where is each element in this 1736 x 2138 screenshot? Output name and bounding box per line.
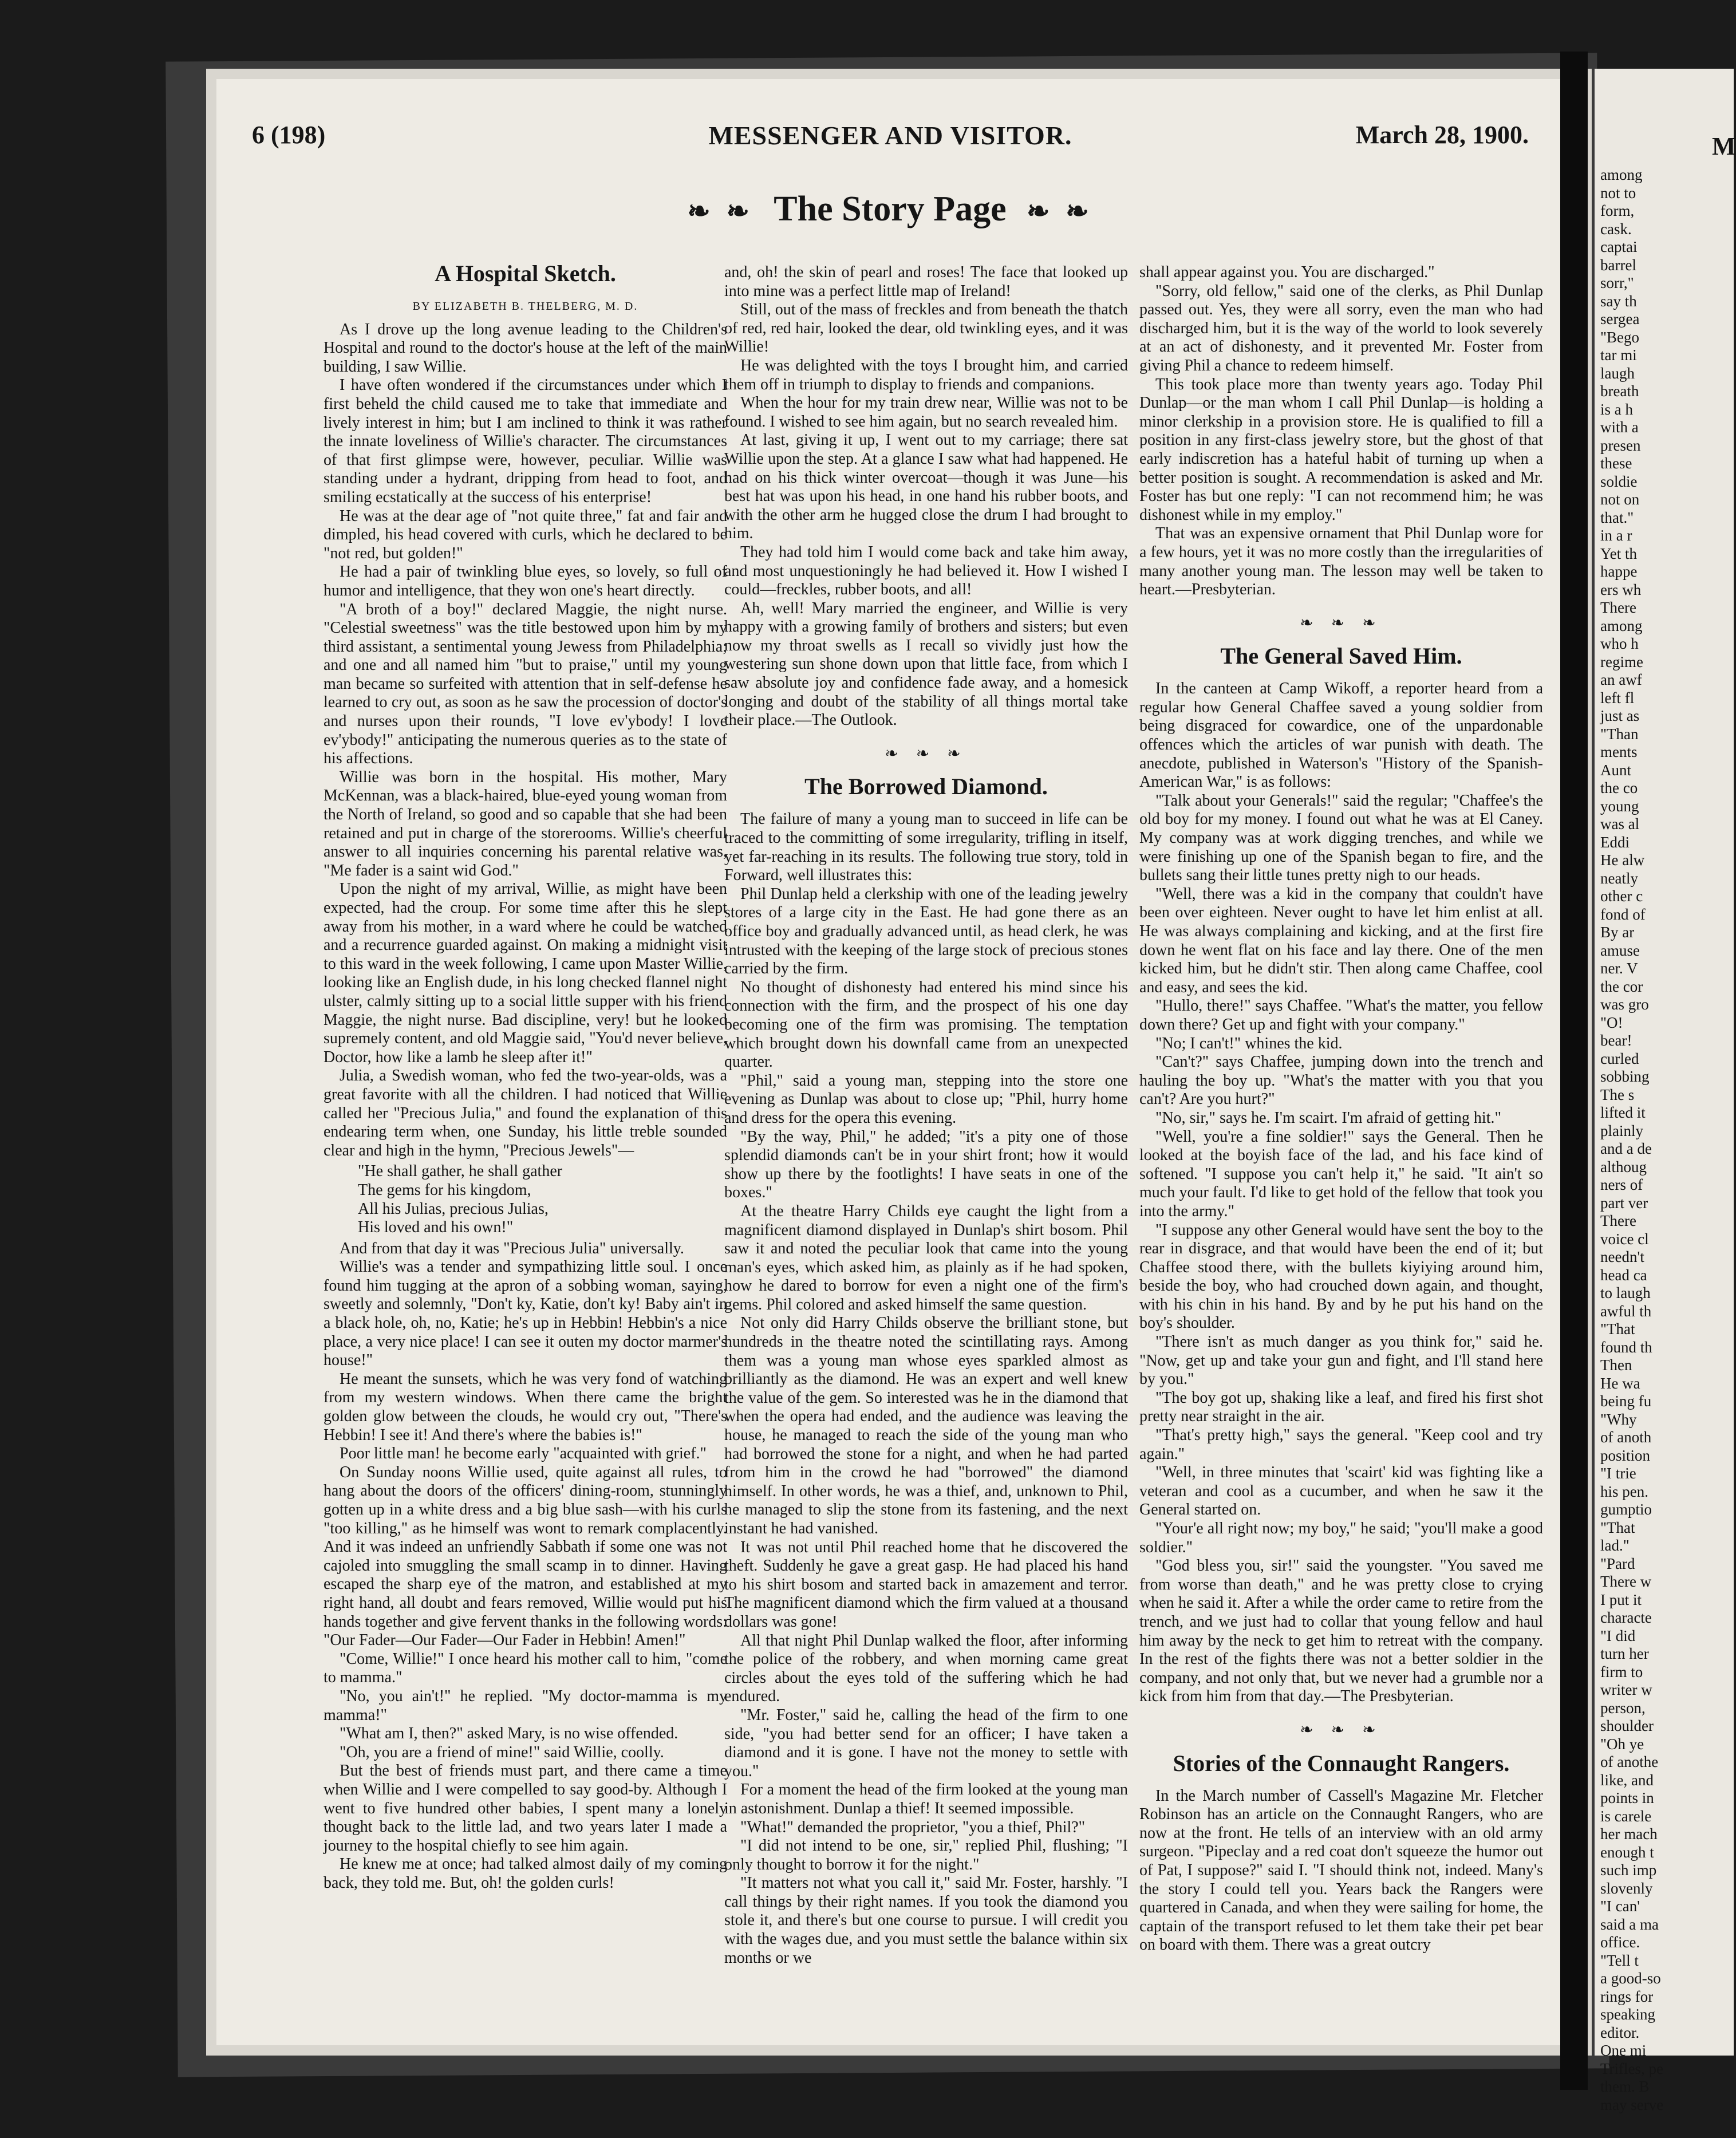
- adjacent-page-line: with a: [1600, 419, 1639, 436]
- adjacent-page-line: the cor: [1600, 977, 1643, 995]
- adjacent-page-line: the co: [1600, 779, 1638, 796]
- column-2: [724, 263, 1128, 1967]
- separator-ornament-icon: ❧ ❧ ❧: [1300, 614, 1383, 632]
- adjacent-page-line: ners of: [1600, 1176, 1643, 1193]
- verse-line: All his Julias, precious Julias,: [358, 1200, 549, 1218]
- adjacent-page-line: presen: [1600, 436, 1641, 454]
- adjacent-page-line: One mi: [1600, 2042, 1647, 2059]
- adjacent-page-line: of anothe: [1600, 1753, 1659, 1770]
- ornament-left-icon: ❧ ❧: [687, 196, 754, 227]
- adjacent-page-line: The s: [1600, 1086, 1635, 1103]
- adjacent-page-line: who h: [1600, 635, 1639, 652]
- adjacent-page-line: lad.": [1600, 1537, 1630, 1554]
- adjacent-page-line: not to: [1600, 184, 1636, 202]
- paragraph: They had told him I would come back and take him away, and most unquestioningly he had believed it. How I wished I could—freckles, rubber boots, and all!: [724, 543, 1128, 599]
- adjacent-page-line: form,: [1600, 202, 1635, 219]
- section-title-text: The Story Page: [774, 190, 1007, 228]
- paragraph: Phil Dunlap held a clerkship with one of the leading jewelry stores of a large city in the East. He had gone there as an office boy and gradually advanced until, as head clerk, he was intrusted with the keeping of the large stock of precious stones carried by the firm.: [724, 885, 1128, 978]
- article-body-hospital-sketch-end: [724, 263, 1128, 730]
- paragraph: Still, out of the mass of freckles and from beneath the thatch of red, red hair, looked the dear, old twinkling eyes, and it was Willie!: [724, 301, 1128, 356]
- adjacent-page-line: and a de: [1600, 1140, 1652, 1157]
- paragraph: Upon the night of my arrival, Willie, as might have been expected, had the croup. For some time after this he slept away from his mother, in a ward where he could be watched and a recurrence guarded against. On making a midnight visit to this ward in the week following, I came upon Master Willie, looking like an English dude, in his long checked flannel night ulster, calmly sitting up to a social little supper with his friend Maggie, the night nurse. Bad discipline, very! but he looked supremely content, and old Maggie said, "You'd never believe, Doctor, how like a lamb he sleep after it!": [323, 880, 727, 1066]
- paragraph: "Talk about your Generals!" said the regular; "Chaffee's the old boy for my money. I found out what he was at El Caney. My company was at work digging trenches, and while we were finishing up one of the Spanish began to fire, and the bullets sang their little tunes pretty nigh to our heads.: [1139, 791, 1543, 885]
- adjacent-page-line: characte: [1600, 1609, 1652, 1626]
- adjacent-page-line: office.: [1600, 1934, 1640, 1951]
- paragraph: When the hour for my train drew near, Willie was not to be found. I wished to see him again, but no search revealed him.: [724, 394, 1128, 431]
- adjacent-page-line: lifted it: [1600, 1104, 1646, 1121]
- adjacent-page-line: his pen.: [1600, 1482, 1648, 1500]
- adjacent-page-line: to laugh: [1600, 1284, 1651, 1301]
- article-body-borrowed-diamond: [724, 810, 1128, 1967]
- paragraph: shall appear against you. You are discharged.": [1139, 263, 1435, 281]
- adjacent-page-line: voice cl: [1600, 1230, 1649, 1248]
- adjacent-page-line: left fl: [1600, 689, 1635, 707]
- adjacent-page-line: "That: [1600, 1518, 1635, 1536]
- paragraph: "There isn't as much danger as you think for," said he. "Now, get up and take your gun and fight, and I'll stand here by you.": [1139, 1333, 1543, 1388]
- paragraph: It was not until Phil reached home that he discovered the theft. Suddenly he gave a great gasp. He had placed his hand to his shirt bosom and started back in amazement and terror. The magnificent diamond which the firm valued at a thousand dollars was gone!: [724, 1538, 1128, 1631]
- verse-line: The gems for his kingdom,: [358, 1181, 531, 1199]
- paragraph: No thought of dishonesty had entered his mind since his connection with the firm, and the prospect of his one day becoming one of the firm was promising. The temptation which brought down his downfall came from an unexpected quarter.: [724, 978, 1128, 1071]
- paragraph: In the March number of Cassell's Magazine Mr. Fletcher Robinson has an article on the Connaught Rangers, who are now at the front. He tells of an interview with an old army surgeon. "Pipeclay and a red coat don't squeeze the humor out of Pat, I suppose?" said I. "I should think not, indeed. Many's the story I could tell you. Years back the Rangers were quartered in Canada, and when they were sailing for home, the captain of the transport refused to let them take their pet bear on board with them. There was a great outcry: [1139, 1786, 1543, 1954]
- paragraph: "No; I can't!" whines the kid.: [1155, 1034, 1343, 1052]
- adjacent-page-line: writer w: [1600, 1681, 1652, 1698]
- paragraph: "Your'e all right now; my boy," he said; "you'll make a good soldier.": [1139, 1520, 1543, 1556]
- paragraph: "That's pretty high," says the general. "Keep cool and try again.": [1139, 1426, 1543, 1463]
- masthead: MESSENGER AND VISITOR.: [708, 121, 1072, 150]
- adjacent-page-line: curled: [1600, 1050, 1639, 1067]
- adjacent-page-line: shoulder: [1600, 1717, 1654, 1734]
- paragraph: "God bless you, sir!" said the youngster. "You saved me from worse than death," and he was pretty close to crying when he said it. After a while the order came to retire from the trench, and we just had to collar that young fellow and haul him away by the neck to get him to retreat with the company. In the rest of the fights there was not a better soldier in the company, and not only that, but we never had a grumble nor a kick from him from that day.—The Presbyterian.: [1139, 1557, 1543, 1706]
- adjacent-page-line: rings for: [1600, 1987, 1654, 2005]
- paragraph: "I did not intend to be one, sir," replied Phil, flushing; "I only thought to borrow it for the night.": [724, 1837, 1128, 1873]
- paragraph: On Sunday noons Willie used, quite against all rules, to hang about the doors of the officers' dining-room, stunningly gotten up in a white dress and a big blue sash—with his curls "too killing," as he himself was wont to remark complacently. And it was indeed an unfriendly Sabbath if some one was not cajoled into smuggling the small scamp in to dinner. Having escaped the sharp eye of the matron, and established at my right hand, all doubt and fears removed, Willie would put his hands together and give fervent thanks in the following words: "Our Fader—Our Fader—Our Fader in Hebbin! Amen!": [323, 1463, 727, 1650]
- article-body-hospital-sketch-cont: [323, 1240, 727, 1893]
- adjacent-page-line: among: [1600, 617, 1643, 634]
- paragraph: I have often wondered if the circumstances under which I first beheld the child caused me to take that immediate and lively interest in him; but I am inclined to think it was rather the innate loveliness of Willie's character. The circumstances of that first glimpse were, however, peculiar. Willie was standing under a hydrant, dripping from head to foot, and smiling ecstatically at the success of his enterprise!: [323, 376, 727, 506]
- adjacent-page-line: gumptio: [1600, 1501, 1652, 1518]
- adjacent-page-line: There: [1600, 599, 1636, 616]
- article-title-connaught-rangers: Stories of the Connaught Rangers.: [1173, 1750, 1510, 1776]
- paragraph: This took place more than twenty years ago. Today Phil Dunlap—or the man whom I call Phil Dunlap—is holding a minor clerkship in a provision store. He is qualified to fill a position in any first-class jewelry store, but the ghost of that early indiscretion has a hateful habit of turning up when a better position is sought. A recommendation is asked and Mr. Foster has but one reply: "I can not recommend him; he was dishonest while in my employ.": [1139, 375, 1543, 524]
- adjacent-page-line: He wa: [1600, 1374, 1640, 1392]
- adjacent-page-line: person,: [1600, 1699, 1646, 1717]
- paragraph: Ah, well! Mary married the engineer, and Willie is very happy with a growing family of brothers and sisters; but even now my throat swells as I recall so vividly just how the westering sun shone down upon that little face, from which I saw absolute joy and confidence fade away, and a homesick longing and doubt of the stability of all things mortal take their place.—The Outlook.: [724, 599, 1128, 729]
- hymn-verse: [358, 1162, 727, 1237]
- adjacent-page-line: tar mi: [1600, 346, 1637, 364]
- adjacent-page-line: speaking: [1600, 2006, 1655, 2023]
- paragraph: The failure of many a young man to succeed in life can be traced to the committing of some irregularity, trifling in itself, yet far-reaching in its results. The following true story, told in Forward, well illustrates this:: [724, 810, 1128, 885]
- adjacent-page-line: ments: [1600, 743, 1638, 760]
- adjacent-page-line: just as: [1600, 707, 1640, 724]
- adjacent-page-line: "I can': [1600, 1898, 1640, 1915]
- page-header: [252, 120, 1529, 160]
- adjacent-page-line: breath: [1600, 382, 1639, 400]
- paragraph: "No, sir," says he. I'm scairt. I'm afraid of getting hit.": [1155, 1109, 1501, 1127]
- adjacent-page-line: needn't: [1600, 1248, 1644, 1265]
- adjacent-page-line: her mach: [1600, 1825, 1658, 1843]
- paragraph: But the best of friends must part, and there came a time when Willie and I were compelled to say good-by. Although I went to five hundred other babies, I spent many a lonely thought back to the little lad, and two years later I made a journey to the hospital chiefly to see him again.: [323, 1762, 727, 1855]
- adjacent-page-line: them. B: [1600, 2078, 1650, 2095]
- adjacent-page-line: a good-so: [1600, 1970, 1661, 1987]
- adjacent-page-line: was al: [1600, 815, 1640, 833]
- column-3: [1139, 263, 1543, 1955]
- adjacent-page-line: "Tell t: [1600, 1951, 1639, 1969]
- paragraph: "Sorry, old fellow," said one of the clerks, as Phil Dunlap passed out. Yes, they were all sorry, even the man who had discharged him, but it is the way of the world to look severely at an act of dishonesty, and it prevented Mr. Foster from giving Phil a chance to redeem himself.: [1139, 282, 1543, 374]
- adjacent-page-column: [1600, 166, 1734, 2114]
- article-title-hospital-sketch: A Hospital Sketch.: [435, 261, 616, 286]
- paragraph: and, oh! the skin of pearl and roses! The face that looked up into mine was a perfect little map of Ireland!: [724, 263, 1128, 300]
- paragraph: In the canteen at Camp Wikoff, a reporter heard from a regular how General Chaffee saved a young soldier from being disgraced for cowardice, one of the unpardonable offences which the articles of war punish with death. The anecdote, published in Waterson's "History of the Spanish-American War," is as follows:: [1139, 680, 1543, 791]
- paragraph: That was an expensive ornament that Phil Dunlap wore for a few hours, yet it was no more costly than the irregularities of many another young man. The lesson may well be taken to heart.—Presbyterian.: [1139, 524, 1543, 599]
- adjacent-page-line: happe: [1600, 563, 1638, 580]
- paragraph: "I suppose any other General would have sent the boy to the rear in disgrace, and that would have been the end of it; but Chaffee stood there, with the bullets kiyiying around him, beside the boy, who had crouched down again, and thought, with his chin in his hand. By and by he put his hand on the boy's shoulder.: [1139, 1221, 1543, 1332]
- paragraph: "No, you ain't!" he replied. "My doctor-mamma is my mamma!": [323, 1687, 727, 1724]
- paragraph: "Well, you're a fine soldier!" says the General. Then he looked at the boyish face of the lad, and his face kind of softened. "I suppose you can't help it," he said. "It ain't so much your fault. I'd like to get hold of the fellow that took you into the army.": [1139, 1127, 1543, 1220]
- paragraph: "The boy got up, shaking like a leaf, and fired his first shot pretty near straight in the air.: [1139, 1388, 1543, 1426]
- paragraph: Not only did Harry Childs observe the brilliant stone, but hundreds in the theatre noted the scintillating rays. Among them was a young man whose eyes sparkled almost as brilliantly as the diamond. He was an expert and well knew the value of the gem. So interested was he in the diamond that when the opera had ended, and the audience was leaving the house, he managed to reach the side of the young man who had borrowed the stone for a night, and when he had parted from him in the crowd he had "borrowed" the diamond himself. In other words, he was a thief, and, unknown to Phil, he managed to slip the stone from its fastening, and the next instant he had vanished.: [724, 1314, 1128, 1537]
- paragraph: At last, giving it up, I went out to my carriage; there sat Willie upon the step. At a glance I saw what had happened. He had on his thick winter overcoat—though it was June—his best hat was upon his head, in one hand his rubber boots, and with the other arm he hugged close the drum I had brought to him.: [724, 431, 1128, 543]
- paragraph: "What am I, then?" asked Mary, is no wise offended.: [340, 1725, 678, 1743]
- article-body-hospital-sketch: [323, 321, 727, 1161]
- adjacent-page-line: soldie: [1600, 472, 1638, 490]
- ornament-right-icon: ❧ ❧: [1027, 196, 1094, 227]
- paragraph: For a moment the head of the firm looked at the young man in astonishment. Dunlap a thief! It seemed impossible.: [724, 1781, 1128, 1817]
- adjacent-page-line: "Than: [1600, 725, 1639, 743]
- adjacent-page-line: "Bego: [1600, 328, 1640, 346]
- paragraph: "Come, Willie!" I once heard his mother call to him, "come to mamma.": [323, 1650, 727, 1687]
- adjacent-page-line: plainly: [1600, 1122, 1643, 1139]
- adjacent-page-line: He alw: [1600, 851, 1645, 869]
- article-body-connaught-rangers: [1139, 1787, 1543, 1955]
- adjacent-page-line: "O!: [1600, 1013, 1623, 1031]
- paragraph: He knew me at once; had talked almost daily of my coming back, they told me. But, oh! the golden curls!: [323, 1855, 727, 1892]
- adjacent-page-line: neatly: [1600, 869, 1638, 887]
- adjacent-page-line: among: [1600, 166, 1643, 183]
- adjacent-page-line: may serve: [1600, 2096, 1664, 2113]
- adjacent-page-line: like, and: [1600, 1771, 1654, 1789]
- paragraph: He had a pair of twinkling blue eyes, so lovely, so full of humor and intelligence, that they won one's heart directly.: [323, 563, 727, 599]
- adjacent-page-line: "Pard: [1600, 1555, 1635, 1572]
- adjacent-page-line: fond of: [1600, 905, 1646, 923]
- adjacent-page-line: these: [1600, 455, 1632, 472]
- adjacent-page-line: part ver: [1600, 1194, 1648, 1212]
- adjacent-page-line: enough t: [1600, 1843, 1654, 1861]
- article-title-borrowed-diamond: The Borrowed Diamond.: [804, 774, 1048, 800]
- adjacent-page-line: head ca: [1600, 1266, 1647, 1284]
- adjacent-page-line: sobbing: [1600, 1068, 1650, 1085]
- paragraph: "It matters not what you call it," said Mr. Foster, harshly. "I call things by their right names. If you took the diamond you stole it, and there's but one course to pursue. I will credit you with the wages due, and you must settle the balance within six months or we: [724, 1874, 1128, 1967]
- paragraph: All that night Phil Dunlap walked the floor, after informing the police of the robbery, and when morning came great circles about the eyes told of the suffering which he had endured.: [724, 1631, 1128, 1706]
- adjacent-page-line: is carele: [1600, 1807, 1652, 1825]
- verse-line: "He shall gather, he shall gather: [358, 1162, 563, 1181]
- adjacent-page-line: is a h: [1600, 400, 1633, 418]
- verse-line: His loved and his own!": [358, 1218, 514, 1237]
- section-title: [252, 189, 1529, 230]
- page-binding-gutter: [1560, 52, 1588, 2090]
- paragraph: And from that day it was "Precious Julia" universally.: [340, 1239, 684, 1257]
- adjacent-page-line: sorr,": [1600, 274, 1634, 291]
- adjacent-page-line: ers wh: [1600, 581, 1642, 598]
- adjacent-page-line: "I trie: [1600, 1465, 1636, 1482]
- paragraph: "Can't?" says Chaffee, jumping down into the trench and hauling the boy up. "What's the matter with you that you can't? Are you hurt?": [1139, 1053, 1543, 1109]
- adjacent-page-line: young: [1600, 797, 1639, 815]
- paragraph: "Hullo, there!" says Chaffee. "What's the matter, you fellow down there? Get up and fight with your company.": [1139, 997, 1543, 1034]
- adjacent-page-line: that.": [1600, 508, 1634, 526]
- paragraph: "By the way, Phil," he added; "it's a pity one of those splendid diamonds can't be in your shirt front; how it would show up there by the footlights! I have seats in one of the boxes.": [724, 1127, 1128, 1202]
- adjacent-page-line: points in: [1600, 1789, 1654, 1806]
- adjacent-page-line: found th: [1600, 1338, 1652, 1356]
- paragraph: He was at the dear age of "not quite three," fat and fair and dimpled, his head covered with curls, which he declared to be "not red, but golden!": [323, 507, 727, 562]
- adjacent-page-line: awful th: [1600, 1302, 1652, 1320]
- adjacent-page-line: laugh: [1600, 364, 1635, 382]
- page-number: 6 (198): [252, 121, 326, 149]
- article-body-general-saved-him: [1139, 680, 1543, 1706]
- article-body-borrowed-diamond-end: [1139, 263, 1543, 599]
- article-title-general-saved-him: The General Saved Him.: [1220, 643, 1462, 669]
- adjacent-page-line: being fu: [1600, 1393, 1652, 1410]
- paragraph: "Well, there was a kid in the company that couldn't have been over eighteen. Never ought to have let him enlist at all. He was always complaining and kicking, and at the first fire down he went flat on his face and lay there. One of the men kicked him, but he didn't stir. Then along came Chaffee, cool and easy, and sees the kid.: [1139, 885, 1543, 996]
- paragraph: "A broth of a boy!" declared Maggie, the night nurse. "Celestial sweetness" was the title bestowed upon him by my third assistant, a sentimental young Jewess from Philadelphia; and one and all named him "but to praise," until my young man became so surfeited with attention that in self-defense he learned to cry out, as soon as he saw the procession of doctor's and nurses upon their rounds, "I love ev'ybody! I love ev'ybody!" anticipating the numerous queries as to the state of his affections.: [323, 600, 727, 768]
- paragraph: He was delighted with the toys I brought him, and carried them off in triumph to display to friends and companions.: [724, 356, 1128, 393]
- paragraph: Willie was born in the hospital. His mother, Mary McKennan, was a black-haired, blue-eyed young woman from the North of Ireland, so good and so capable that she had been retained and put in charge of the storerooms. Willie's cheerful answer to all inquiries concerning his parental relative was, "Me fader is a saint wid God.": [323, 768, 727, 879]
- adjacent-page-line: in a r: [1600, 527, 1632, 544]
- adjacent-page-line: ner. V: [1600, 960, 1638, 977]
- column-1: [323, 261, 727, 1892]
- adjacent-page-line: Aunt: [1600, 761, 1631, 779]
- adjacent-page-line: sergea: [1600, 310, 1640, 328]
- adjacent-page-line: not on: [1600, 491, 1640, 508]
- adjacent-page-line: say th: [1600, 292, 1637, 310]
- adjacent-page-line: "Why: [1600, 1410, 1637, 1428]
- paragraph: "What!" demanded the proprietor, "you a thief, Phil?": [740, 1818, 1086, 1836]
- adjacent-page-line: such imp: [1600, 1861, 1657, 1879]
- paragraph: "Well, in three minutes that 'scairt' kid was fighting like a veteran and cool as a cucumber, and when he saw it the General started on.: [1139, 1464, 1543, 1519]
- adjacent-page-line: was gro: [1600, 996, 1649, 1013]
- adjacent-page-line: Eddi: [1600, 833, 1630, 851]
- adjacent-page-line: althoug: [1600, 1158, 1647, 1175]
- adjacent-page-line: firm to: [1600, 1663, 1643, 1681]
- adjacent-page-line: cask.: [1600, 220, 1632, 238]
- adjacent-page-line: Then: [1600, 1356, 1632, 1374]
- adjacent-page-line: slovenly: [1600, 1879, 1653, 1897]
- adjacent-page-line: of anoth: [1600, 1429, 1652, 1446]
- adjacent-page-line: "That: [1600, 1320, 1635, 1338]
- paragraph: "Oh, you are a friend of mine!" said Willie, coolly.: [340, 1743, 664, 1761]
- paragraph: At the theatre Harry Childs eye caught the light from a magnificent diamond displayed in Dunlap's shirt bosom. Phil saw it and noted the peculiar look that came into the young man's eyes, which asked him, as plainly as if he had spoken, how he dared to borrow for even a night one of the firm's gems. Phil colored and asked himself the same question.: [724, 1202, 1128, 1313]
- adjacent-page-line: By ar: [1600, 924, 1635, 941]
- issue-date: March 28, 1900.: [1355, 121, 1529, 149]
- adjacent-page-header: M: [1712, 132, 1736, 160]
- adjacent-page-line: editor.: [1600, 2023, 1640, 2041]
- separator-ornament-icon: ❧ ❧ ❧: [1300, 1721, 1383, 1739]
- adjacent-page-line: said a ma: [1600, 1915, 1659, 1933]
- adjacent-page-line: bear!: [1600, 1032, 1632, 1049]
- adjacent-page-line: Trifles, pe: [1600, 2060, 1664, 2077]
- adjacent-page-line: There w: [1600, 1573, 1652, 1590]
- adjacent-page-line: "Oh ye: [1600, 1735, 1644, 1753]
- adjacent-page-line: other c: [1600, 887, 1643, 905]
- separator-ornament-icon: ❧ ❧ ❧: [885, 744, 968, 763]
- adjacent-page-line: an awf: [1600, 671, 1642, 688]
- adjacent-page-line: captai: [1600, 238, 1638, 255]
- adjacent-page-line: turn her: [1600, 1645, 1649, 1662]
- adjacent-page-line: amuse: [1600, 941, 1640, 959]
- paragraph: He meant the sunsets, which he was very fond of watching from my western windows. When there came the bright golden glow between the clouds, he would cry out, "There's Hebbin! I see it! And there's where the babies is!": [323, 1370, 727, 1444]
- adjacent-page-line: I put it: [1600, 1591, 1642, 1608]
- paragraph: Willie's was a tender and sympathizing little soul. I once found him tugging at the apron of a sobbing woman, saying, sweetly and solemnly, "Don't ky, Katie, don't ky! Baby ain't in a black hole, oh, no, Katie; he's up in Hebbin! Hebbin's a nice place, a very nice place! I can see it outen my doctor marmer's house!": [323, 1258, 727, 1370]
- paragraph: As I drove up the long avenue leading to the Children's Hospital and round to the doctor's house at the left of the main building, I saw Willie.: [323, 320, 727, 376]
- paragraph: Julia, a Swedish woman, who fed the two-year-olds, was a great favorite with all the children. I had noticed that Willie called her "Precious Julia," and found the explanation of this endearing term when, one Sunday, his little treble sounded clear and high in the hymn, "Precious Jewels"—: [323, 1067, 727, 1159]
- adjacent-page-line: There: [1600, 1212, 1636, 1229]
- adjacent-page-line: position: [1600, 1446, 1651, 1464]
- adjacent-page-line: "I did: [1600, 1627, 1636, 1644]
- adjacent-page-line: regime: [1600, 653, 1643, 670]
- article-byline: BY ELIZABETH B. THELBERG, M. D.: [412, 300, 638, 313]
- paragraph: "Phil," said a young man, stepping into the store one evening as Dunlap was about to close up; "Phil, hurry home and dress for the opera this evening.: [724, 1071, 1128, 1127]
- paragraph: Poor little man! he become early "acquainted with grief.": [340, 1445, 707, 1463]
- paragraph: "Mr. Foster," said he, calling the head of the firm to one side, "you had better send for an officer; I have taken a diamond and it is gone. I have not the money to settle with you.": [724, 1706, 1128, 1780]
- adjacent-page-fragment: [1595, 69, 1736, 2113]
- adjacent-page-line: Yet th: [1600, 545, 1638, 562]
- adjacent-page-line: barrel: [1600, 256, 1636, 274]
